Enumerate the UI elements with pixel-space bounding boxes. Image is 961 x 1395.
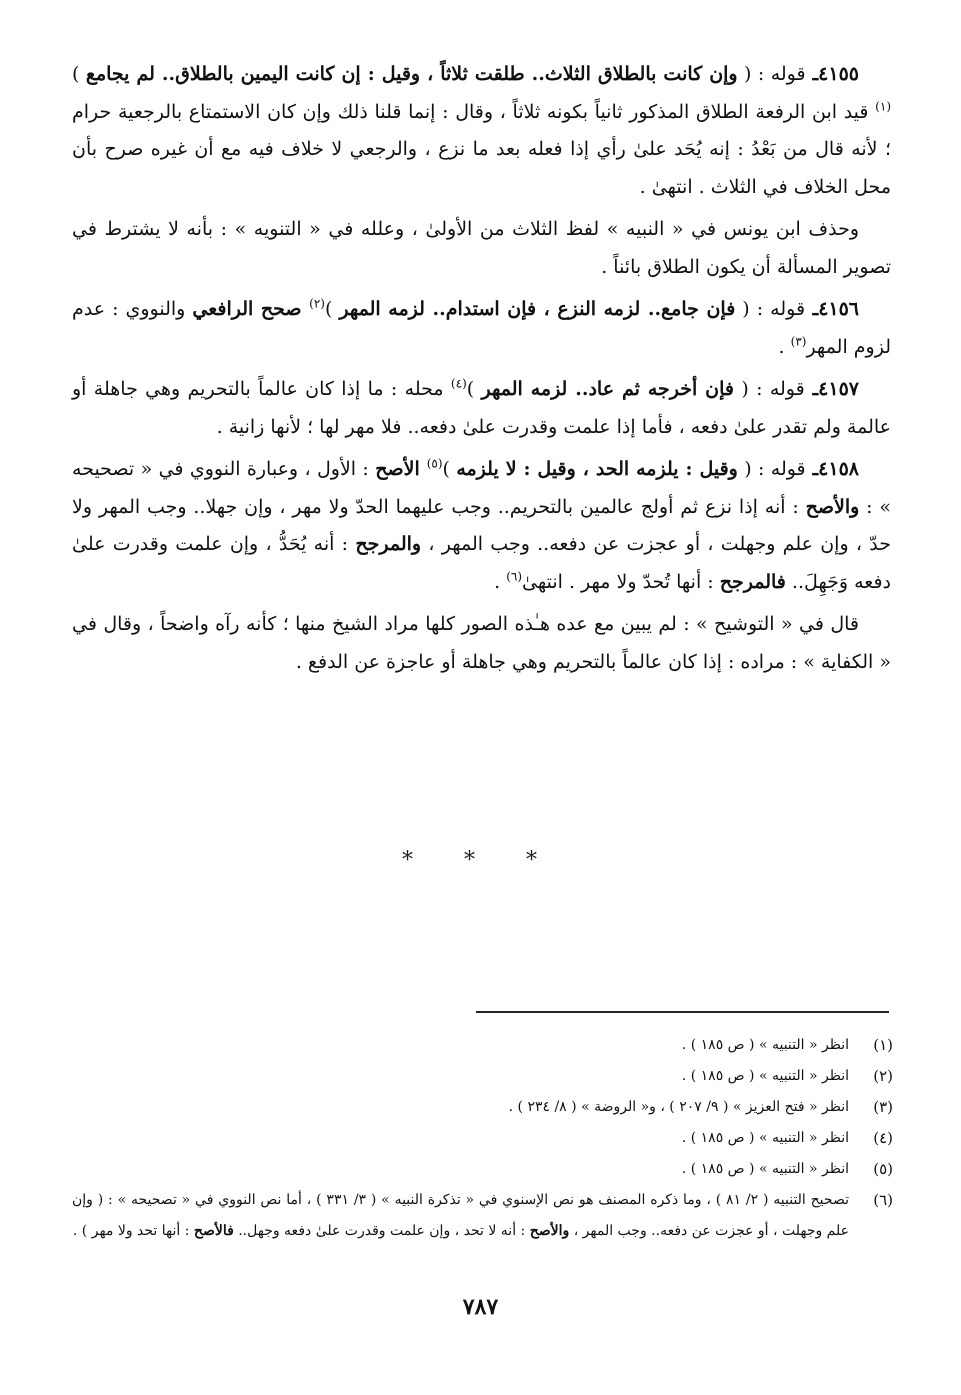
footnote-reference: (٤) [450,376,467,391]
footnote-number: (٥) [873,1160,893,1178]
footnote-item [72,1092,893,1123]
footnote-text [72,1123,849,1154]
paragraph [72,56,891,206]
text-segment: والنووي : عدم لزوم المهر [72,298,891,358]
text-segment: انظر « التنبيه » ( ص ١٨٥ ) . [681,1161,849,1177]
footnote-item [72,1185,893,1247]
bold-text: ٤١٥٦ـ [805,298,860,320]
bold-text: وقيل : يلزمه الحد ، وقيل : لا يلزمه [456,458,738,480]
paragraph [72,371,891,446]
footnote-text [72,1030,849,1061]
text-segment: : أنه لا تحد ، وإن علمت وقدرت علىٰ دفعه وجهل.. [233,1223,530,1239]
bold-text: والأصح [805,495,860,518]
text-segment: قال في « التوشيح » : لم يبين مع عده هـٰذه الصور كلها مراد الشيخ منها ؛ كأنه رآه واضحاً ، وقال في « الكفاية » : مراده : إذا كان عالماً بالتحريم وهي جاهلة أو عاجزة عن الدفع . [72,613,891,673]
text-segment: : أنها تحد ولا مهر ) . [72,1223,194,1239]
section-separator: * * * [402,848,559,873]
footnote-reference: (٦) [506,569,523,584]
text-segment: ) [324,298,340,320]
bold-text: فالمرجح [719,570,786,593]
paragraph [72,291,891,366]
footnote-number: (١) [873,1036,893,1054]
footnotes [72,1030,893,1247]
text-segment: انظر « التنبيه » ( ص ١٨٥ ) . [681,1130,849,1146]
text-segment: قيد ابن الرفعة الطلاق المذكور ثانياً بكونه ثلاثاً ، وقال : إنما قلنا ذلك وإن كان الاستمتاع بالرجعية حرام ؛ لأنه قال من بَعْدُ : إنه يُحَد علىٰ رأي إذا فعله بعد ما نزع ، والرجعي لا خلاف فيه مع أن غيره صرح بأن محل الخلاف في الثلاث . انتهىٰ . [72,100,891,198]
footnote-reference: (٥) [426,456,443,471]
text-segment: : أنه إذا نزع ثم أولج عالمين بالتحريم.. وجب عليهما الحدّ ولا مهر ، وإن جهلا.. وجب المهر ولا حدّ ، وإن علم وجهلت ، أو عجزت عن دفعه.. وجب المهر ، [72,495,892,555]
footnote-number: (٢) [873,1067,893,1085]
bold-text: والمرجح [355,533,422,555]
footnote-number: (٣) [873,1098,893,1116]
footnote-divider [476,1011,889,1013]
text-segment: : أنها تُحدّ ولا مهر . انتهىٰ [522,570,720,593]
text-segment: انظر « فتح العزيز » ( ٩/ ٢٠٧ ) ، و« الروضة » ( ٨/ ٢٣٤ ) . [508,1099,849,1115]
text-segment: قوله : ( [735,298,806,320]
footnote-item [72,1154,893,1185]
paragraph [72,211,891,286]
footnote-reference: (١) [875,99,891,114]
text-segment: ) [442,458,457,480]
footnote-text [72,1154,849,1185]
footnote-text [72,1185,849,1247]
footnote-item [72,1061,893,1092]
bold-text: وإن كانت بالطلاق الثلاث.. طلقت ثلاثاً ، وقيل : إن كانت اليمين بالطلاق.. لم يجامع [85,63,738,85]
bold-text: والأصح [529,1223,570,1239]
bold-text: فإن أخرجه ثم عاد.. لزمه المهر [481,378,734,400]
page-number: ٧٨٧ [462,1294,499,1320]
text-segment: . [494,570,507,593]
footnote-item [72,1030,893,1061]
footnote-item [72,1123,893,1154]
footnote-reference: (٢) [309,296,325,311]
text-segment: . [778,335,791,358]
text-segment: انظر « التنبيه » ( ص ١٨٥ ) . [681,1037,849,1053]
bold-text: الأصح [375,458,427,480]
text-segment: وحذف ابن يونس في « النبيه » لفظ الثلاث من الأولىٰ ، وعلله في « التنويه » : بأنه لا يشترط في تصوير المسألة أن يكون الطلاق بائناً . [72,218,891,278]
text-segment: ) [72,63,86,85]
footnote-text [72,1061,849,1092]
text-segment: تصحيح التنبيه ( ٢/ ٨١ ) ، وما ذكره المصنف هو نص الإسنوي في « تذكرة النبيه » ( ٣/ ٣٣١ ) ، أما نص النووي في « تصحيحه » : ( وإن علم وجهلت ، أو عجزت عن دفعه.. وجب المهر ، [72,1192,849,1239]
main-text [72,56,891,686]
text-segment: : الأول ، وعبارة النووي في « تصحيحه » : [72,458,891,518]
bold-text: ٤١٥٧ـ [804,378,859,400]
paragraph [72,451,891,601]
text-segment: : أنه يُحَدُّ ، وإن علمت وقدرت علىٰ دفعه وَجَهِلَ.. [72,533,891,593]
paragraph [72,606,891,681]
bold-text: ٤١٥٨ـ [805,458,859,480]
footnote-number: (٦) [873,1191,893,1209]
text-segment: قوله : ( [734,378,805,400]
text-segment: محله : ما إذا كان عالماً بالتحريم وهي جاهلة أو عالمة ولم تقدر علىٰ دفعه ، فأما إذا علمت وقدرت علىٰ دفعه.. فلا مهر لها ؛ لأنها زانية . [72,378,891,438]
text-segment: ) [466,378,482,400]
footnote-text [72,1092,849,1123]
bold-text: فإن جامع.. لزمه النزع ، فإن استدام.. لزمه المهر [339,298,736,320]
text-segment: قوله : ( [737,63,806,85]
text-segment: انظر « التنبيه » ( ص ١٨٥ ) . [681,1068,849,1084]
bold-text: ٤١٥٥ـ [805,63,859,85]
bold-text: فالأصح [193,1223,234,1239]
text-segment: قوله : ( [737,458,806,480]
footnote-number: (٤) [873,1129,893,1147]
bold-text: صحح الرافعي [192,298,310,320]
footnote-reference: (٣) [790,334,807,349]
